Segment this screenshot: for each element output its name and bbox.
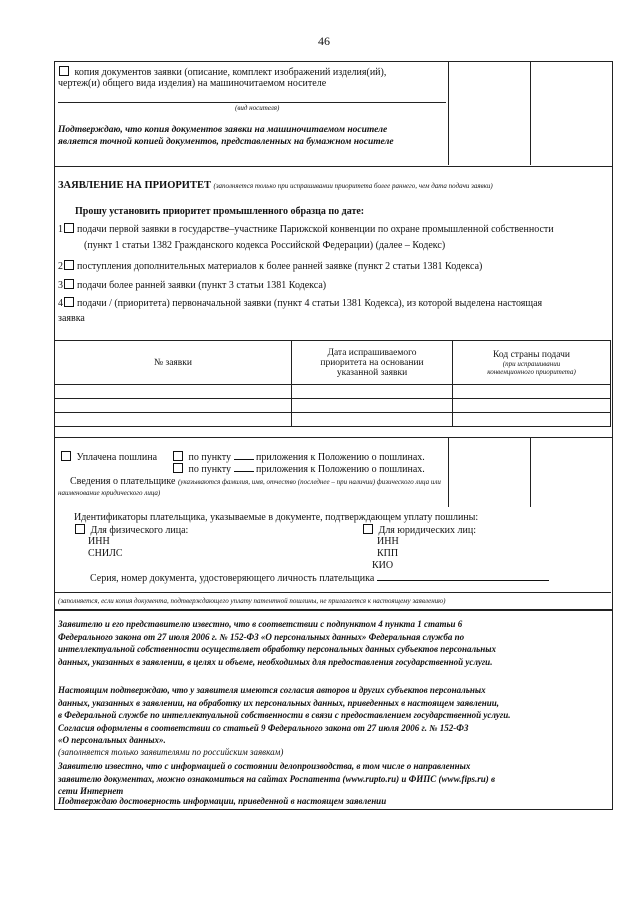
priority-table [54,340,611,427]
copy-checkbox-row [58,66,446,78]
table-cell[interactable] [292,399,453,413]
option-1-text: подачи первой заявки в государстве–участнике Парижской конвенции по охране промышленной собственности [77,224,554,235]
option-3-checkbox[interactable] [64,279,74,289]
identifiers-heading: Идентификаторы плательщика, указываемые в документе, подтверждающем уплату пошлины: [74,512,479,523]
priority-title-note: (заполняется только при испрашивании приоритета более раннего, чем дата подачи заявки) [213,182,493,190]
option-1-number: 1 [58,224,63,235]
fee-fill-note: (заполняется, если копия документа, подтверждающего уплату патентной пошлины, не прилагается к настоящему заявлению) [58,597,446,605]
fee-item-2-checkbox[interactable] [173,463,183,473]
priority-option-1 [58,223,554,235]
table-cell[interactable] [292,385,453,399]
priority-option-2 [58,260,482,272]
carrier-input-line[interactable] [58,102,446,103]
col-application-number: № заявки [55,341,292,385]
jur-label: Для юридических лиц: [378,525,477,536]
option-4-checkbox[interactable] [64,297,74,307]
consent-paragraph-2: Настоящим подтверждаю, что у заявителя имеются согласия авторов и других субъектов персональных данных, указанных в заявлении, на обработку их персональных данных, приведенных в настоящем заявлении, в Федеральной службе по интеллектуальной собственности в связи с предоставлением государственной услуги. Согласия оформлены в соответствии со статьей 9 Федерального закона от 27 июля 2006 г. № 152-ФЗ «О персональных данных». [58,685,511,745]
col-country-code: Код страны подачи (при испрашивании конвенционного приоритета) [453,341,611,385]
option-4-text-line2: заявка [58,313,85,324]
priority-option-4 [58,297,542,309]
copy-line2: чертеж(и) общего вида изделия) на машиночитаемом носителе [58,78,327,89]
priority-title-row [58,180,493,191]
table-cell[interactable] [55,385,292,399]
phys-row [74,524,188,536]
table-cell[interactable] [55,399,292,413]
table-cell[interactable] [453,399,611,413]
fee-item-2: по пункту приложения к Положению о пошлинах. [172,463,425,475]
carrier-caption: (вид носителя) [235,104,280,112]
option-2-number: 2 [58,261,63,272]
priority-option-3 [58,279,326,291]
table-cell[interactable] [453,385,611,399]
fee-item-1-field[interactable] [234,459,254,460]
option-4-text: подачи / (приоритета) первоначальной заявки (пункт 4 статьи 1381 Кодекса), из которой выделена настоящая [77,298,543,309]
payer-row [70,476,441,487]
copy-confirm-line2: является точной копией документов, представленных на бумажном носителе [58,137,394,147]
option-4-number: 4 [58,298,63,309]
payer-note-2: наименование юридического лица) [58,489,161,497]
copy-checkbox[interactable] [59,66,69,76]
consent-paragraph-1: Заявителю и его представителю известно, что в соответствии с подпунктом 4 пункта 1 статьи 6 Федерального закона от 27 июля 2006 г. № 152-ФЗ «О персональных данных» Федеральная служба по интеллектуальной собственности осуществляет обработку персональных данных субъектов персональных данных, указанных в заявлении, в целях и объеме, необходимых для предоставления государственной услуги. [58,619,496,667]
doc-series-label: Серия, номер документа, удостоверяющего личность плательщика [90,573,375,584]
consent-note: (заполняется только заявителями по российским заявкам) [58,747,284,757]
fee-paid-checkbox[interactable] [61,451,71,461]
doc-series-field[interactable] [377,580,549,581]
option-1-checkbox[interactable] [64,223,74,233]
fee-item-1-checkbox[interactable] [173,451,183,461]
priority-request: Прошу установить приоритет промышленного образца по дате: [75,206,365,217]
doc-series-row [90,573,549,584]
inn-label: ИНН [88,536,110,547]
table-cell[interactable] [55,413,292,427]
fee-paid-label: Уплачена пошлина [76,452,158,463]
col-priority-date: Дата испрашиваемого приоритета на основании указанной заявки [292,341,453,385]
payer-label: Сведения о плательщике [70,476,176,487]
consent-paragraph-3: Заявителю известно, что с информацией о состоянии делопроизводства, в том числе о направленных заявителю документах, можно ознакомиться на сайтах Роспатента (www.rupto.ru) и ФИПС (www.fips.ru) в сети Интернет [58,761,496,796]
jur-checkbox[interactable] [363,524,373,534]
snils-label: СНИЛС [88,548,123,559]
fee-paid-row [60,451,157,463]
kio-label: КИО [372,560,394,571]
option-1-text-line2: (пункт 1 статьи 1382 Гражданского кодекса Российской Федерации) (далее – Кодекс) [84,240,446,251]
page-number: 46 [318,34,330,48]
phys-label: Для физического лица: [90,525,189,536]
consent-paragraph-4: Подтверждаю достоверность информации, приведенной в настоящем заявлении [58,796,387,806]
option-2-checkbox[interactable] [64,260,74,270]
copy-line1: копия документов заявки (описание, комплект изображений изделия(ий), [74,67,387,78]
fee-item-1: по пункту приложения к Положению о пошлинах. [172,451,425,463]
table-cell[interactable] [453,413,611,427]
option-3-text: подачи более ранней заявки (пункт 3 статьи 1381 Кодекса) [77,280,327,291]
copy-confirm-line1: Подтверждаю, что копия документов заявки на машиночитаемом носителе [58,125,388,135]
priority-title: ЗАЯВЛЕНИЕ НА ПРИОРИТЕТ [58,180,211,191]
option-3-number: 3 [58,280,63,291]
option-2-text: поступления дополнительных материалов к более ранней заявке (пункт 2 статьи 1381 Кодекса) [77,261,483,272]
table-cell[interactable] [292,413,453,427]
kpp-label: КПП [377,548,399,559]
fee-item-2-field[interactable] [234,471,254,472]
inn-jur-label: ИНН [377,536,399,547]
jur-row [362,524,476,536]
phys-checkbox[interactable] [75,524,85,534]
payer-note-1: (указываются фамилия, имя, отчество (последнее – при наличии) физического лица или [177,478,441,486]
